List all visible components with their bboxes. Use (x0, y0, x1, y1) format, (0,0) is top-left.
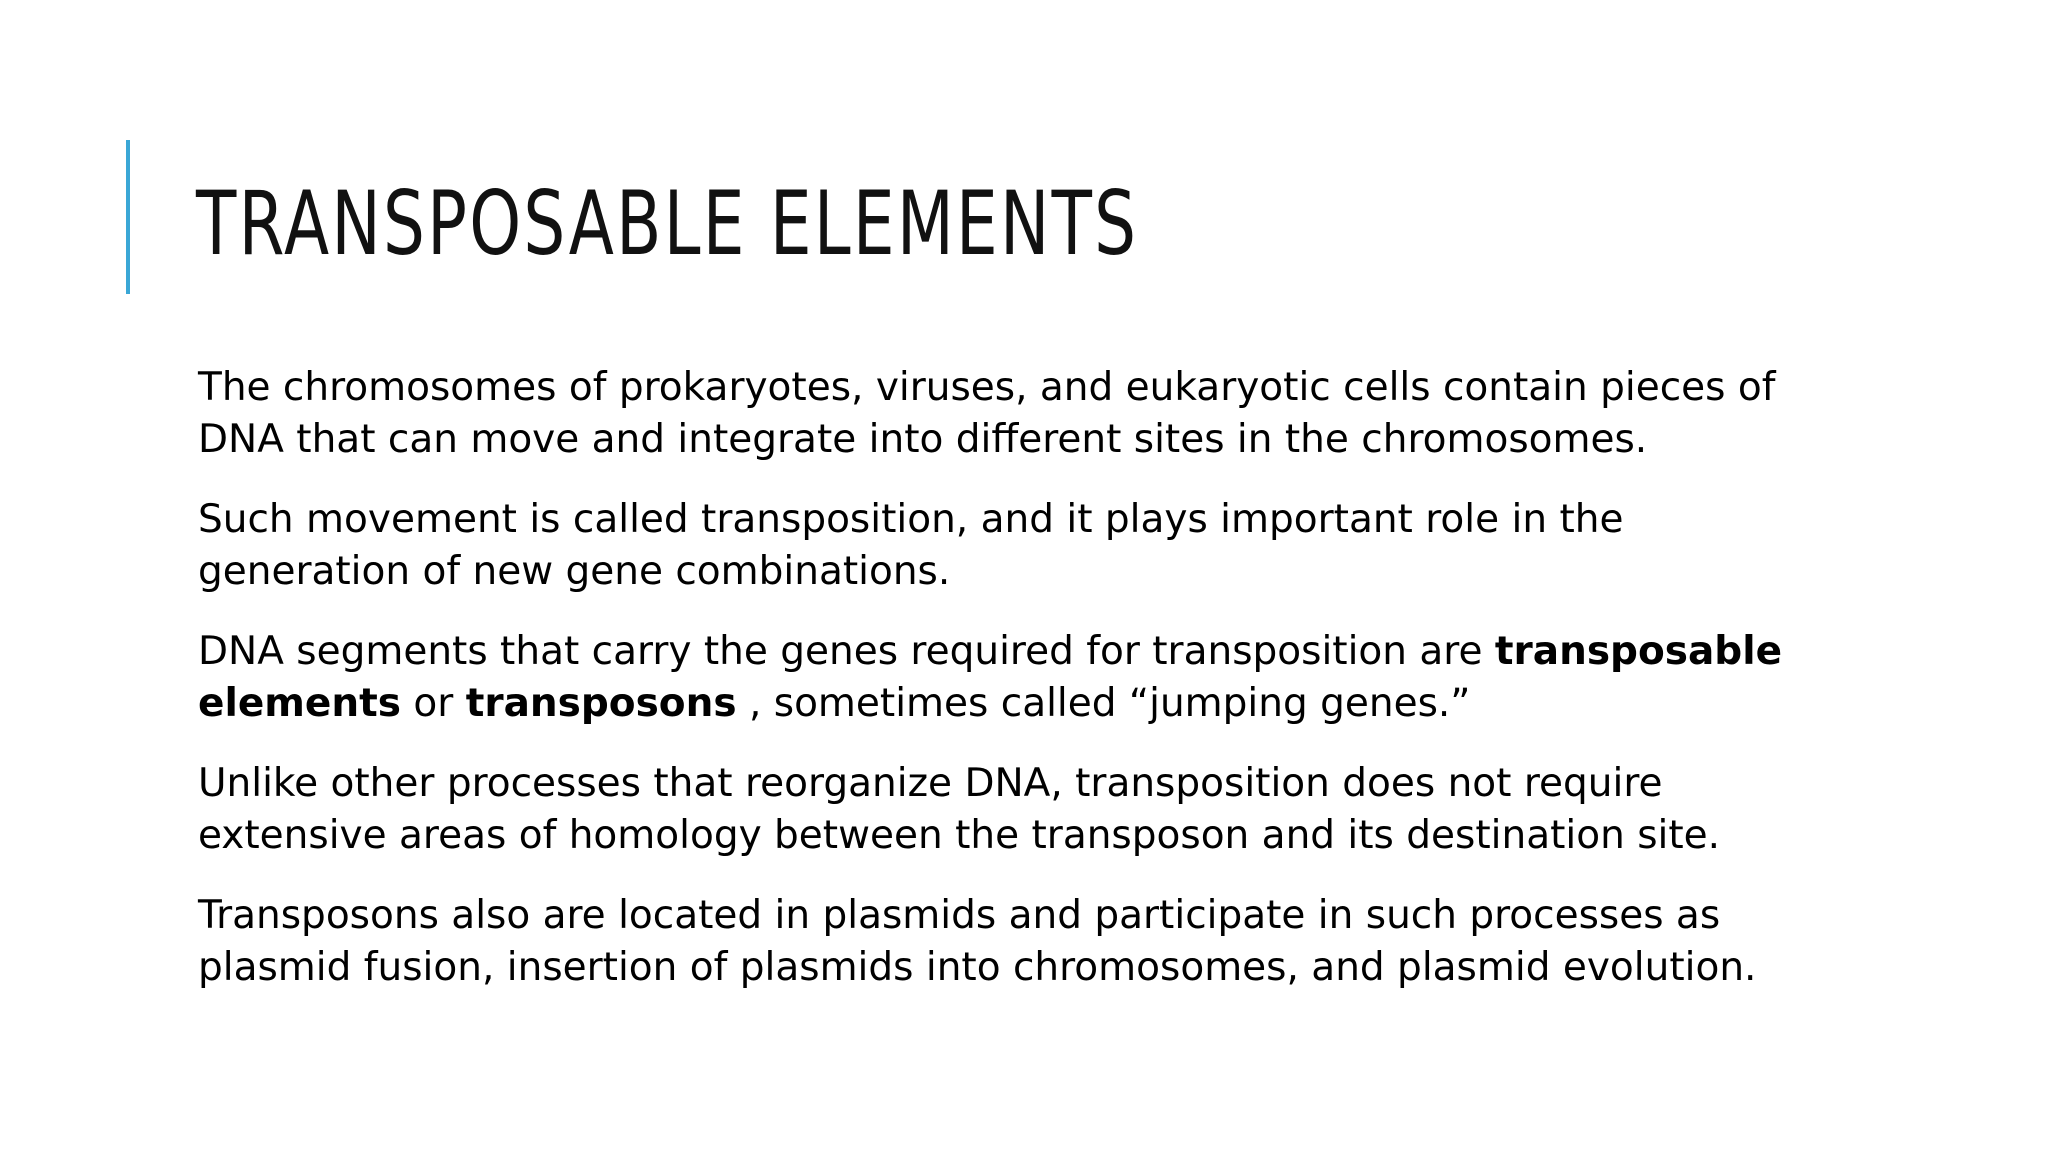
title-accent-bar (126, 140, 130, 294)
paragraph-plasmids: Transposons also are located in plasmids and participate in such processes as plasmid fusion, insertion of plasmids into chromosomes, and plasmid evolution. (198, 893, 1757, 990)
slide-body (198, 362, 1838, 1022)
paragraph-homology: Unlike other processes that reorganize DNA, transposition does not require extensive areas of homology between the transposon and its destination site. (198, 761, 1721, 858)
paragraph-text-segment: , sometimes called “jumping genes.” (736, 681, 1471, 726)
paragraph-transposition: Such movement is called transposition, and it plays important role in the generation of new gene combinations. (198, 497, 1624, 594)
paragraph-text-segment: DNA segments that carry the genes required for transposition are (198, 629, 1495, 674)
paragraph-dna-segments (198, 626, 1838, 730)
paragraph-text-segment: or (400, 681, 466, 726)
term-transposons: transposons (465, 681, 737, 726)
paragraph-chromosomes: The chromosomes of prokaryotes, viruses, and eukaryotic cells contain pieces of DNA that can move and integrate into different sites in the chromosomes. (198, 365, 1776, 462)
term-transposable-elements: transposable elements (198, 629, 1783, 726)
slide-title: TRANSPOSABLE ELEMENTS (196, 172, 1139, 275)
